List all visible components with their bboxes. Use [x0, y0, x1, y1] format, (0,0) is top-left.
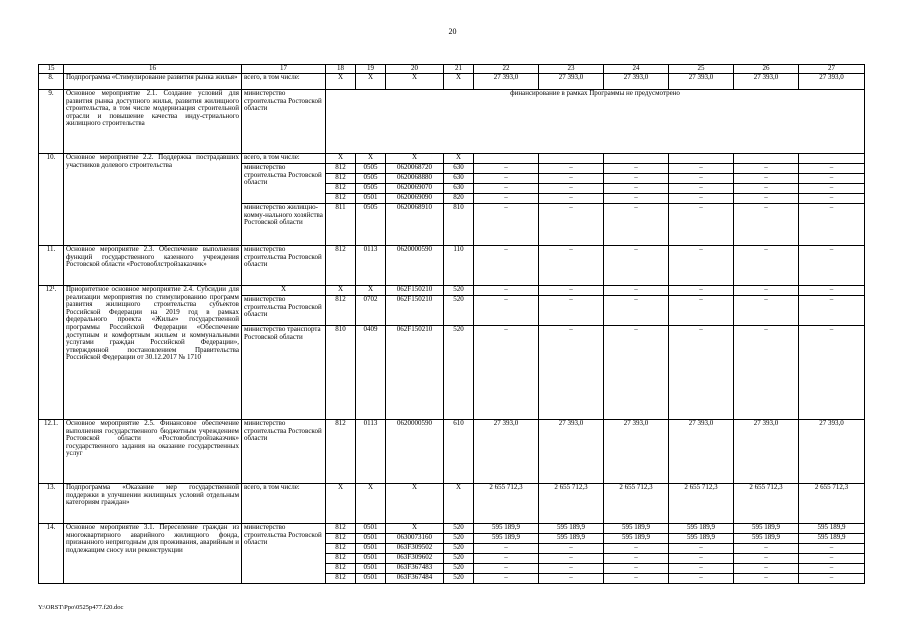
value-cell: – — [539, 296, 604, 326]
value-cell: – — [734, 564, 799, 574]
code-cell: 520 — [444, 296, 474, 326]
header-cell: 15 — [39, 65, 64, 74]
header-cell: 21 — [444, 65, 474, 74]
value-cell: – — [539, 194, 604, 204]
value-cell: 2 655 712,3 — [734, 484, 799, 524]
code-cell: 0501 — [356, 534, 386, 544]
code-cell: X — [326, 484, 356, 524]
value-cell: 595 189,9 — [734, 534, 799, 544]
code-cell: 520 — [444, 554, 474, 564]
code-cell: 0620000590 — [386, 246, 444, 286]
table-row — [39, 74, 865, 90]
value-cell: – — [474, 204, 539, 246]
value-cell: – — [799, 204, 865, 246]
value-cell: 595 189,9 — [474, 534, 539, 544]
code-cell: 812 — [326, 194, 356, 204]
value-cell: 595 189,9 — [539, 534, 604, 544]
code-cell: 0620068880 — [386, 174, 444, 184]
value-cell: – — [669, 326, 734, 420]
row-number: 12¹. — [39, 286, 64, 420]
code-cell: 0630073160 — [386, 534, 444, 544]
code-cell: X — [444, 484, 474, 524]
value-cell: – — [604, 574, 669, 584]
code-cell: 0501 — [356, 524, 386, 534]
value-cell: 27 393,0 — [539, 420, 604, 484]
code-cell: X — [356, 484, 386, 524]
value-cell: – — [474, 174, 539, 184]
value-cell: 595 189,9 — [669, 534, 734, 544]
value-cell: 27 393,0 — [669, 74, 734, 90]
value-cell: – — [669, 174, 734, 184]
value-cell: – — [474, 164, 539, 174]
value-cell: 27 393,0 — [474, 74, 539, 90]
value-cell: – — [604, 554, 669, 564]
executor: министерство строительства Ростовской области — [242, 524, 326, 584]
value-cell: – — [474, 326, 539, 420]
code-cell: 0620068720 — [386, 164, 444, 174]
value-cell: – — [539, 174, 604, 184]
executor: всего, в том числе: — [242, 484, 326, 524]
code-cell: 063F367484 — [386, 574, 444, 584]
value-cell: – — [474, 554, 539, 564]
code-cell: X — [356, 286, 386, 296]
table-row — [39, 420, 865, 484]
value-cell: – — [799, 564, 865, 574]
value-cell: – — [799, 184, 865, 194]
value-cell: – — [799, 246, 865, 286]
value-cell: – — [604, 184, 669, 194]
code-cell: 0505 — [356, 184, 386, 194]
code-cell: 062F150210 — [386, 326, 444, 420]
code-cell: 0113 — [356, 246, 386, 286]
code-cell: 063F367483 — [386, 564, 444, 574]
value-cell: 27 393,0 — [474, 420, 539, 484]
value-cell: – — [734, 204, 799, 246]
value-cell: – — [799, 574, 865, 584]
code-cell: X — [356, 154, 386, 164]
value-cell: – — [669, 554, 734, 564]
value-cell: – — [734, 326, 799, 420]
code-cell: X — [326, 286, 356, 296]
header-cell: 22 — [474, 65, 539, 74]
value-cell: – — [539, 246, 604, 286]
code-cell: 520 — [444, 524, 474, 534]
code-cell: 520 — [444, 326, 474, 420]
code-cell: 630 — [444, 184, 474, 194]
row-number: 10. — [39, 154, 64, 246]
code-cell: 812 — [326, 246, 356, 286]
code-cell: 812 — [326, 524, 356, 534]
code-cell: 0113 — [356, 420, 386, 484]
executor: X — [242, 286, 326, 296]
value-cell: – — [734, 174, 799, 184]
executor: министерство жилищно-комму-нального хозяйства Ростовской области — [242, 204, 326, 246]
value-cell: – — [604, 204, 669, 246]
value-cell: – — [604, 296, 669, 326]
code-cell: 0620068910 — [386, 204, 444, 246]
table-row — [39, 90, 865, 154]
code-cell: 520 — [444, 534, 474, 544]
measure-name: Основное мероприятие 2.3. Обеспечение выполнения функций государственного казенного учреждения Ростовской области «Ростовоблстройзаказчик» — [64, 246, 242, 286]
code-cell: 0501 — [356, 564, 386, 574]
header-cell: 27 — [799, 65, 865, 74]
value-cell: – — [604, 286, 669, 296]
value-cell: – — [799, 296, 865, 326]
header-cell: 19 — [356, 65, 386, 74]
value-cell: – — [539, 184, 604, 194]
measure-name: Основное мероприятие 2.5. Финансовое обеспечение выполнения государственного бюджетным учреждением Ростовской области «Ростовоблстройзаказчик» государственного задания на оказание государственных услуг — [64, 420, 242, 484]
value-cell: – — [474, 286, 539, 296]
value-cell: – — [799, 554, 865, 564]
value-cell: 2 655 712,3 — [539, 484, 604, 524]
code-cell: 810 — [444, 204, 474, 246]
code-cell: 812 — [326, 174, 356, 184]
value-cell: – — [604, 164, 669, 174]
value-cell: – — [734, 296, 799, 326]
value-cell: – — [539, 554, 604, 564]
code-cell: 0501 — [356, 544, 386, 554]
row-number: 9. — [39, 90, 64, 154]
code-cell: 062F150210 — [386, 286, 444, 296]
value-cell: – — [669, 194, 734, 204]
value-cell — [734, 154, 799, 164]
executor: всего, в том числе: — [242, 74, 326, 90]
code-cell: 811 — [326, 204, 356, 246]
code-cell: 0702 — [356, 296, 386, 326]
value-cell: 595 189,9 — [799, 524, 865, 534]
value-cell: – — [734, 286, 799, 296]
measure-name: Приоритетное основное мероприятие 2.4. Субсидии для реализации мероприятия по стимулированию программ развития жилищного строительства субъектов Российской Федерации на 2019 год в рамках федерального проекта «Жилье» государственной программы Российской Федерации «Обеспечение доступным и комфортным жильем и коммунальными услугами граждан Российской Федерации», утвержденной постановлением Правительства Российской Федерации от 30.12.2017 № 1710 — [64, 286, 242, 420]
code-cell: 810 — [326, 326, 356, 420]
value-cell: – — [734, 574, 799, 584]
header-cell: 17 — [242, 65, 326, 74]
value-cell — [604, 154, 669, 164]
value-cell: – — [669, 574, 734, 584]
value-cell: – — [474, 544, 539, 554]
value-cell: 595 189,9 — [799, 534, 865, 544]
value-cell: – — [734, 194, 799, 204]
code-cell: 812 — [326, 164, 356, 174]
value-cell: 595 189,9 — [669, 524, 734, 534]
value-cell: – — [669, 544, 734, 554]
value-cell: 2 655 712,3 — [474, 484, 539, 524]
value-cell: – — [799, 326, 865, 420]
value-cell: 595 189,9 — [604, 534, 669, 544]
value-cell: – — [604, 246, 669, 286]
value-cell: – — [669, 204, 734, 246]
value-cell: – — [734, 184, 799, 194]
measure-name: Основное мероприятие 2.1. Создание условий для развития рынка доступного жилья, развития жилищного строительства, в том числе модернизация строительной отрасли и повышение качества инду-стриального жилищного строительства — [64, 90, 242, 154]
code-cell: 062F150210 — [386, 296, 444, 326]
measure-name: Основное мероприятие 3.1. Переселение граждан из многоквартирного аварийного жилищного фонда, признанного непригодным для проживания, аварийным и подлежащим сносу или реконструкции — [64, 524, 242, 584]
row-number: 13. — [39, 484, 64, 524]
table-row — [39, 154, 865, 164]
value-cell: – — [539, 204, 604, 246]
value-cell: – — [734, 164, 799, 174]
value-cell: 595 189,9 — [734, 524, 799, 534]
code-cell: 0620000590 — [386, 420, 444, 484]
budget-table — [38, 64, 865, 584]
table-body — [39, 65, 865, 584]
code-cell: 063F309602 — [386, 554, 444, 564]
executor: министерство строительства Ростовской области — [242, 164, 326, 204]
measure-name: Основное мероприятие 2.2. Поддержка пострадавших участников долевого строительства — [64, 154, 242, 246]
value-cell: – — [734, 554, 799, 564]
value-cell: – — [539, 326, 604, 420]
value-cell: – — [474, 296, 539, 326]
code-cell: X — [386, 484, 444, 524]
value-cell: 27 393,0 — [734, 420, 799, 484]
code-cell: 812 — [326, 554, 356, 564]
executor: министерство строительства Ростовской области — [242, 246, 326, 286]
value-cell: – — [604, 194, 669, 204]
code-cell: 0501 — [356, 554, 386, 564]
value-cell: 27 393,0 — [799, 420, 865, 484]
header-cell: 20 — [386, 65, 444, 74]
table-row — [39, 524, 865, 534]
code-cell: 812 — [326, 296, 356, 326]
code-cell: 0501 — [356, 574, 386, 584]
executor: министерство строительства Ростовской области — [242, 90, 326, 154]
value-cell: – — [474, 194, 539, 204]
value-cell: – — [669, 246, 734, 286]
header-cell: 25 — [669, 65, 734, 74]
value-cell: – — [539, 564, 604, 574]
value-cell: – — [734, 544, 799, 554]
code-cell: 0505 — [356, 174, 386, 184]
code-cell: X — [386, 524, 444, 534]
value-cell: 27 393,0 — [539, 74, 604, 90]
value-cell: 2 655 712,3 — [604, 484, 669, 524]
code-cell: X — [356, 74, 386, 90]
code-cell: X — [326, 74, 356, 90]
table-row — [39, 286, 865, 296]
code-cell: 520 — [444, 574, 474, 584]
code-cell: 812 — [326, 574, 356, 584]
code-cell: X — [386, 74, 444, 90]
value-cell: – — [734, 246, 799, 286]
value-cell: – — [669, 184, 734, 194]
executor: министерство строительства Ростовской области — [242, 296, 326, 326]
header-cell: 18 — [326, 65, 356, 74]
value-cell: – — [604, 326, 669, 420]
code-cell: 630 — [444, 174, 474, 184]
code-cell: 812 — [326, 564, 356, 574]
row-number: 14. — [39, 524, 64, 584]
value-cell: – — [604, 564, 669, 574]
code-cell: 0505 — [356, 164, 386, 174]
code-cell: 812 — [326, 544, 356, 554]
code-cell: 520 — [444, 286, 474, 296]
executor: министерство транспорта Ростовской области — [242, 326, 326, 420]
code-cell: 812 — [326, 534, 356, 544]
value-cell: – — [799, 194, 865, 204]
value-cell: 27 393,0 — [604, 420, 669, 484]
code-cell: 0505 — [356, 204, 386, 246]
measure-name: Подпрограмма «Стимулирование развития рынка жилья» — [64, 74, 242, 90]
value-cell: – — [474, 574, 539, 584]
value-cell: – — [669, 164, 734, 174]
header-cell: 23 — [539, 65, 604, 74]
code-cell: X — [386, 154, 444, 164]
page-number: 20 — [448, 27, 457, 36]
measure-name: Подпрограмма «Оказание мер государственной поддержки в улучшении жилищных условий отдельным категориям граждан» — [64, 484, 242, 524]
header-cell: 26 — [734, 65, 799, 74]
value-cell: – — [604, 174, 669, 184]
value-cell: 2 655 712,3 — [669, 484, 734, 524]
table-row — [39, 246, 865, 286]
value-cell — [539, 154, 604, 164]
value-cell: – — [539, 164, 604, 174]
value-cell: 27 393,0 — [669, 420, 734, 484]
code-cell: X — [444, 154, 474, 164]
value-cell: 2 655 712,3 — [799, 484, 865, 524]
value-cell — [669, 154, 734, 164]
code-cell: 520 — [444, 544, 474, 554]
funding-note: финансирование в рамках Программы не предусмотрено — [326, 90, 865, 154]
header-cell: 24 — [604, 65, 669, 74]
code-cell: 0620069090 — [386, 194, 444, 204]
code-cell: 630 — [444, 164, 474, 174]
code-cell: 520 — [444, 564, 474, 574]
code-cell: X — [326, 154, 356, 164]
value-cell: 27 393,0 — [604, 74, 669, 90]
value-cell: 27 393,0 — [799, 74, 865, 90]
value-cell: – — [669, 286, 734, 296]
value-cell — [474, 154, 539, 164]
code-cell: 0620069070 — [386, 184, 444, 194]
value-cell: – — [669, 296, 734, 326]
row-number: 11. — [39, 246, 64, 286]
header-cell: 16 — [64, 65, 242, 74]
value-cell: 595 189,9 — [539, 524, 604, 534]
value-cell: – — [604, 544, 669, 554]
value-cell: – — [539, 286, 604, 296]
table-row — [39, 484, 865, 524]
code-cell: 110 — [444, 246, 474, 286]
executor: министерство строительства Ростовской области — [242, 420, 326, 484]
value-cell: – — [669, 564, 734, 574]
value-cell — [799, 154, 865, 164]
value-cell: 595 189,9 — [474, 524, 539, 534]
code-cell: X — [444, 74, 474, 90]
value-cell: – — [474, 564, 539, 574]
value-cell: – — [474, 184, 539, 194]
value-cell: 27 393,0 — [734, 74, 799, 90]
code-cell: 812 — [326, 420, 356, 484]
value-cell: – — [799, 164, 865, 174]
code-cell: 0409 — [356, 326, 386, 420]
value-cell: 595 189,9 — [604, 524, 669, 534]
value-cell: – — [799, 174, 865, 184]
value-cell: – — [799, 544, 865, 554]
code-cell: 820 — [444, 194, 474, 204]
value-cell: – — [799, 286, 865, 296]
header-row — [39, 65, 865, 74]
row-number: 8. — [39, 74, 64, 90]
value-cell: – — [474, 246, 539, 286]
value-cell: – — [539, 544, 604, 554]
row-number: 12.1. — [39, 420, 64, 484]
executor: всего, в том числе: — [242, 154, 326, 164]
code-cell: 610 — [444, 420, 474, 484]
code-cell: 812 — [326, 184, 356, 194]
code-cell: 0501 — [356, 194, 386, 204]
file-path-footer: Y:\ORST\Ppo\0525p477.f20.doc — [38, 604, 124, 611]
code-cell: 063F309502 — [386, 544, 444, 554]
value-cell: – — [539, 574, 604, 584]
